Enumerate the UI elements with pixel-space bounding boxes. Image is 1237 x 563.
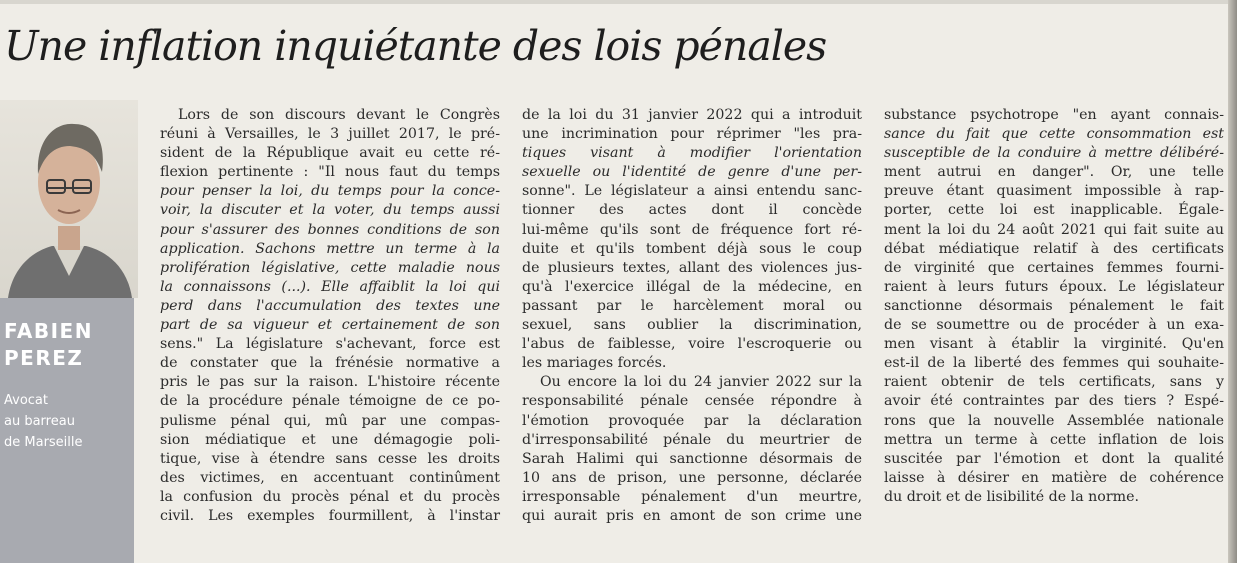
page-edge-shadow bbox=[1228, 0, 1237, 563]
text-line: Sarah Halimi qui sanctionne désormais de bbox=[522, 450, 862, 467]
text-line: sanctionne désormais pénalement le fait bbox=[884, 297, 1224, 314]
text-line: pour penser la loi, du temps pour la conce- bbox=[160, 183, 500, 200]
text-line: une incrimination pour réprimer "les pra- bbox=[522, 126, 862, 143]
text-line: ment la loi du 24 août 2021 qui fait suite au bbox=[884, 221, 1224, 238]
text-line: men visant à établir la virginité. Qu'en bbox=[884, 336, 1224, 353]
text-line: des victimes, en accentuant continûment bbox=[160, 469, 500, 486]
text-line: sens." La législature s'achevant, force est bbox=[160, 336, 500, 353]
text-line: l'émotion provoquée par la déclaration bbox=[522, 412, 862, 429]
text-line: sexuelle ou l'identité de genre d'une per- bbox=[522, 164, 862, 181]
text-line: irresponsable pénalement d'un meurtre, bbox=[522, 488, 862, 505]
author-name bbox=[4, 318, 93, 372]
author-last-name: PEREZ bbox=[4, 346, 84, 370]
text-line: 10 ans de prison, une personne, déclarée bbox=[522, 469, 862, 486]
text-line: Lors de son discours devant le Congrès bbox=[178, 107, 500, 123]
author-role-line: au barreau bbox=[4, 414, 75, 429]
text-line: ment autrui en danger". Or, une telle bbox=[884, 164, 1224, 181]
text-line: Ou encore la loi du 24 janvier 2022 sur la bbox=[540, 374, 862, 391]
text-line: raient à leurs futurs époux. Le législateur bbox=[884, 278, 1224, 295]
text-line: sident de la République avait eu cette ré- bbox=[160, 145, 500, 162]
text-line: tionner des actes dont il concède bbox=[522, 202, 862, 219]
text-line: duite et qu'ils tombent déjà sous le coup bbox=[522, 240, 862, 257]
author-photo-icon bbox=[0, 100, 138, 298]
text-line: prolifération législative, cette maladie nous bbox=[160, 259, 500, 276]
text-line: de la procédure pénale témoigne de ce po- bbox=[160, 393, 500, 410]
text-line: pour s'assurer des bonnes conditions de son bbox=[160, 221, 500, 238]
text-line: pulisme pénal qui, mû par une compas- bbox=[160, 412, 500, 429]
text-line: du droit et de lisibilité de la norme. bbox=[884, 488, 1139, 505]
text-line: suscitée par l'émotion et dont la qualité bbox=[884, 450, 1224, 467]
article-column-2 bbox=[522, 106, 862, 526]
text-line: l'abus de faiblesse, voire l'escroquerie ou bbox=[522, 336, 862, 353]
text-line: mettra un terme à cette inflation de lois bbox=[884, 431, 1224, 448]
author-role-line: de Marseille bbox=[4, 435, 83, 450]
text-line: substance psychotrope "en ayant connais- bbox=[884, 107, 1224, 123]
text-line: sexuel, sans oublier la discrimination, bbox=[522, 317, 862, 334]
text-line: de se soumettre ou de procéder à un exa- bbox=[884, 317, 1224, 334]
text-line: pris le pas sur la raison. L'histoire récente bbox=[160, 374, 500, 391]
text-line: rons que la nouvelle Assemblée nationale bbox=[884, 412, 1224, 429]
text-line: de constater que la frénésie normative a bbox=[160, 355, 500, 372]
top-rule bbox=[0, 0, 1237, 4]
text-line: d'irresponsabilité pénale du meurtrier de bbox=[522, 431, 862, 448]
author-role-line: Avocat bbox=[4, 393, 48, 408]
text-line: sion médiatique et une démagogie poli- bbox=[160, 431, 500, 448]
text-line: la confusion du procès pénal et du procès bbox=[160, 488, 500, 505]
text-line: laisse à désirer en matière de cohérence bbox=[884, 469, 1224, 486]
text-line: est-il de la liberté des femmes qui souhaite- bbox=[884, 355, 1224, 372]
text-line: de la loi du 31 janvier 2022 qui a introduit bbox=[522, 107, 862, 123]
article-column-1 bbox=[160, 106, 500, 526]
author-info-box bbox=[0, 298, 134, 563]
text-line: civil. Les exemples fourmillent, à l'instar bbox=[160, 507, 500, 524]
text-line: lui-même qu'ils sont de fréquence fort ré- bbox=[522, 221, 862, 238]
text-line: passant par le harcèlement moral ou bbox=[522, 297, 862, 314]
text-line: avoir été contraintes par des tiers ? Espé- bbox=[884, 393, 1224, 410]
text-line: tiques visant à modifier l'orientation bbox=[522, 145, 862, 162]
text-line: porter, cette loi est inapplicable. Égale- bbox=[884, 202, 1224, 219]
article-column-3 bbox=[884, 106, 1224, 507]
author-portrait bbox=[0, 100, 138, 298]
text-line: flexion pertinente : "Il nous faut du temps bbox=[160, 164, 500, 181]
text-line: tique, vise à étendre sans cesse les droits bbox=[160, 450, 500, 467]
text-line: raient obtenir de tels certificats, sans y bbox=[884, 374, 1224, 391]
text-line: débat médiatique relatif à des certificats bbox=[884, 240, 1224, 257]
text-line: susceptible de la conduire à mettre délibéré- bbox=[884, 145, 1224, 162]
text-line: la connaissons (...). Elle affaiblit la loi qui bbox=[160, 278, 500, 295]
text-line: sance du fait que cette consommation est bbox=[884, 126, 1224, 143]
text-line: qui aurait pris en amont de son crime une bbox=[522, 507, 862, 524]
author-role bbox=[4, 390, 83, 453]
text-line: de virginité que certaines femmes fourni- bbox=[884, 259, 1224, 276]
text-line: responsabilité pénale censée répondre à bbox=[522, 393, 862, 410]
text-line: réuni à Versailles, le 3 juillet 2017, le pré- bbox=[160, 126, 500, 143]
author-first-name: FABIEN bbox=[4, 319, 93, 343]
text-line: application. Sachons mettre un terme à la bbox=[160, 240, 500, 257]
text-line: preuve étant quasiment impossible à rap- bbox=[884, 183, 1224, 200]
article-headline: Une inflation inquiétante des lois pénales bbox=[4, 22, 827, 70]
text-line: qu'à l'exercice illégal de la médecine, en bbox=[522, 278, 862, 295]
text-line: voir, la discuter et la voter, du temps aussi bbox=[160, 202, 500, 219]
text-line: les mariages forcés. bbox=[522, 355, 667, 372]
text-line: perd dans l'accumulation des textes une bbox=[160, 297, 500, 314]
text-line: de plusieurs textes, allant des violences jus- bbox=[522, 259, 862, 276]
text-line: part de sa vigueur et certainement de son bbox=[160, 317, 500, 334]
text-line: sonne". Le législateur a ainsi entendu sanc- bbox=[522, 183, 862, 200]
